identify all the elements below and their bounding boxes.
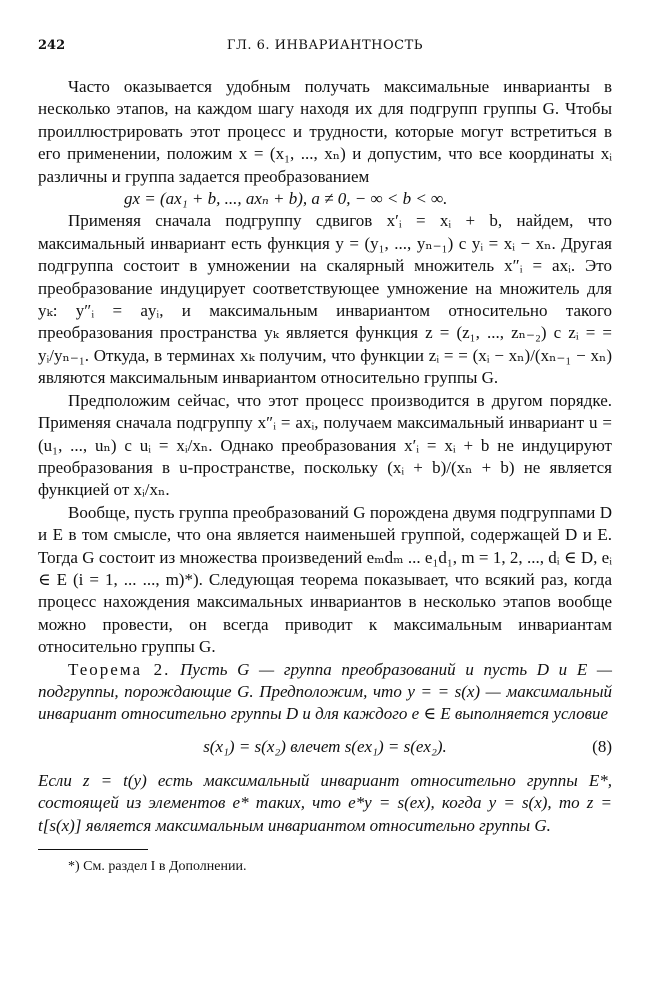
theorem-statement: Пусть G — группа преобразований и пусть D и E — подгруппы, порождающие G. Предположим, что y = = s(x) — максимальный инвариант относительно группы D и для каждого e ∈ E выполняется условие [38, 659, 612, 724]
equation-8 [38, 736, 612, 760]
theorem-2 [38, 659, 612, 726]
footnote: *) См. раздел I в Дополнении. [68, 859, 247, 874]
equation-number: (8) [592, 736, 612, 756]
paragraph-intro: Часто оказывается удобным получать максимальные инварианты в несколько этапов, на каждом шагу находя их для подгрупп группы G. Чтобы проиллюстрировать этот процесс и трудности, которые могут встретиться в его применении, положим x = (x₁, ..., xₙ) и допустим, что все координаты xᵢ различны и группа задается преобразованием [38, 77, 612, 186]
paragraph-general-case: Вообще, пусть группа преобразований G порождена двумя подгруппами D и E в том смысле, что она является наименьшей группой, содержащей D и E. Тогда G состоит из множества произведений eₘdₘ ... e₁d₁, m = 1, 2, ..., dᵢ ∈ D, eᵢ ∈ E (i = 1, ... ..., m)*). Следующая теорема показывает, что всякий раз, когда процесс нахождения максимальных инвариантов в несколько этапов вообще можно провести, он всегда приводит к максимальным инвариантам относительно группы G. [38, 502, 612, 657]
page-body [38, 76, 612, 876]
theorem-heading: Теорема 2. [68, 659, 171, 679]
paragraph-reverse-order: Предположим сейчас, что этот процесс производится в другом порядке. Применяя сначала подгруппу x″ᵢ = axᵢ, получаем максимальный инвариант u = (u₁, ..., uₙ) с uᵢ = xᵢ/xₙ. Однако преобразования x′ᵢ = xᵢ + b не индуцируют преобразования в u-пространстве, поскольку (xᵢ + b)/(xₙ + b) не является функцией от xᵢ/xₙ. [38, 390, 612, 500]
equation-8-text: s(x₁) = s(x₂) влечет s(ex₁) = s(ex₂). [203, 736, 447, 756]
footnote-rule [38, 849, 148, 850]
paragraph-shift-subgroup: Применяя сначала подгруппу сдвигов x′ᵢ = xᵢ + b, найдем, что максимальный инвариант есть функция y = (y₁, ..., yₙ₋₁) с yᵢ = xᵢ − xₙ. Другая подгруппа состоит в умножении на скалярный множитель x″ᵢ = axᵢ. Это преобразование индуцирует соответствующее умножение на множитель для yₖ: y″ᵢ = ayᵢ, и максимальным инвариантом относительно такого преобразования пространства yₖ является функция z = (z₁, ..., zₙ₋₂) с zᵢ = = yᵢ/yₙ₋₁. Откуда, в терминах xₖ получим, что функции zᵢ = = (xᵢ − xₙ)/(xₙ₋₁ − xₙ) являются максимальным инвариантом относительно группы G. [38, 211, 612, 388]
theorem-conclusion: Если z = t(y) есть максимальный инвариант относительно группы E*, состоящей из элементов e* таких, что e*y = s(ex), когда y = s(x), то z = t[s(x)] является максимальным инвариантом относительно группы G. [38, 770, 612, 835]
page-number: 242 [38, 38, 66, 53]
formula-group-transformation: gx = (ax₁ + b, ..., axₙ + b), a ≠ 0, − ∞ < b < ∞. [124, 189, 448, 209]
page-header [38, 38, 612, 58]
running-head: ГЛ. 6. ИНВАРИАНТНОСТЬ [226, 38, 424, 53]
